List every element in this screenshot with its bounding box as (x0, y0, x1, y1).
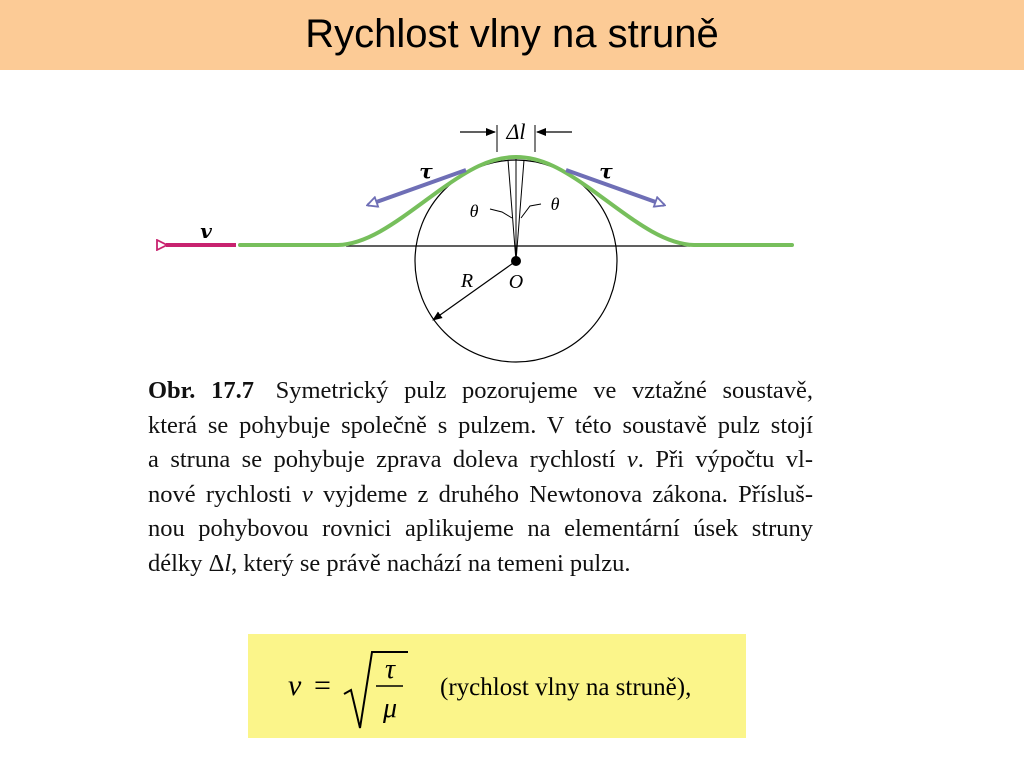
figure-caption (148, 374, 813, 582)
title-bar (0, 0, 1024, 70)
wave-speed-formula (248, 634, 746, 738)
formula-numerator: τ (384, 654, 396, 685)
square-root-sign (344, 652, 408, 728)
caption-line-6: délky Δl, který se právě nachází na temeni pulzu. (148, 549, 631, 577)
tension-arrow-left (368, 170, 466, 205)
formula-note: (rychlost vlny na struně), (440, 674, 692, 701)
tau-right-label: τ (599, 159, 613, 183)
velocity-label: v (200, 219, 212, 243)
theta-left-label: θ (469, 201, 479, 221)
tension-arrow-right (566, 170, 664, 205)
pulse-figure (150, 110, 850, 380)
formula-box (248, 634, 746, 738)
radius-arrow (433, 261, 516, 320)
formula-lhs: v (288, 669, 302, 702)
slide-title: Rychlost vlny na struně (305, 12, 719, 56)
theta-right-label: θ (550, 194, 560, 214)
radius-label: R (460, 270, 474, 292)
caption-line-5: nou pohybovou rovnici aplikujeme na elementární úsek struny (148, 515, 813, 543)
figure-reference: Obr. 17.7 (148, 377, 254, 404)
theta-right-leader (521, 204, 541, 218)
tau-left-label: τ (419, 159, 433, 183)
caption-line-2: která se pohybuje společně s pulzem. V této soustavě pulz stojí (148, 411, 813, 439)
caption-line-3: a struna se pohybuje zprava doleva rychlostí v. Při výpočtu vl- (148, 446, 813, 474)
pulse-diagram (150, 110, 850, 380)
formula-denominator: μ (382, 693, 398, 724)
caption-line-4: nové rychlosti v vyjdeme z druhého Newtonova zákona. Přísluš- (148, 480, 813, 508)
formula-equals: = (314, 669, 331, 702)
center-label: O (508, 271, 524, 293)
caption-line-1: Obr. 17.7 Symetrický pulz pozorujeme ve vztažné soustavě, (148, 377, 813, 404)
theta-left-leader (490, 209, 512, 218)
delta-l-label: Δl (506, 119, 526, 144)
